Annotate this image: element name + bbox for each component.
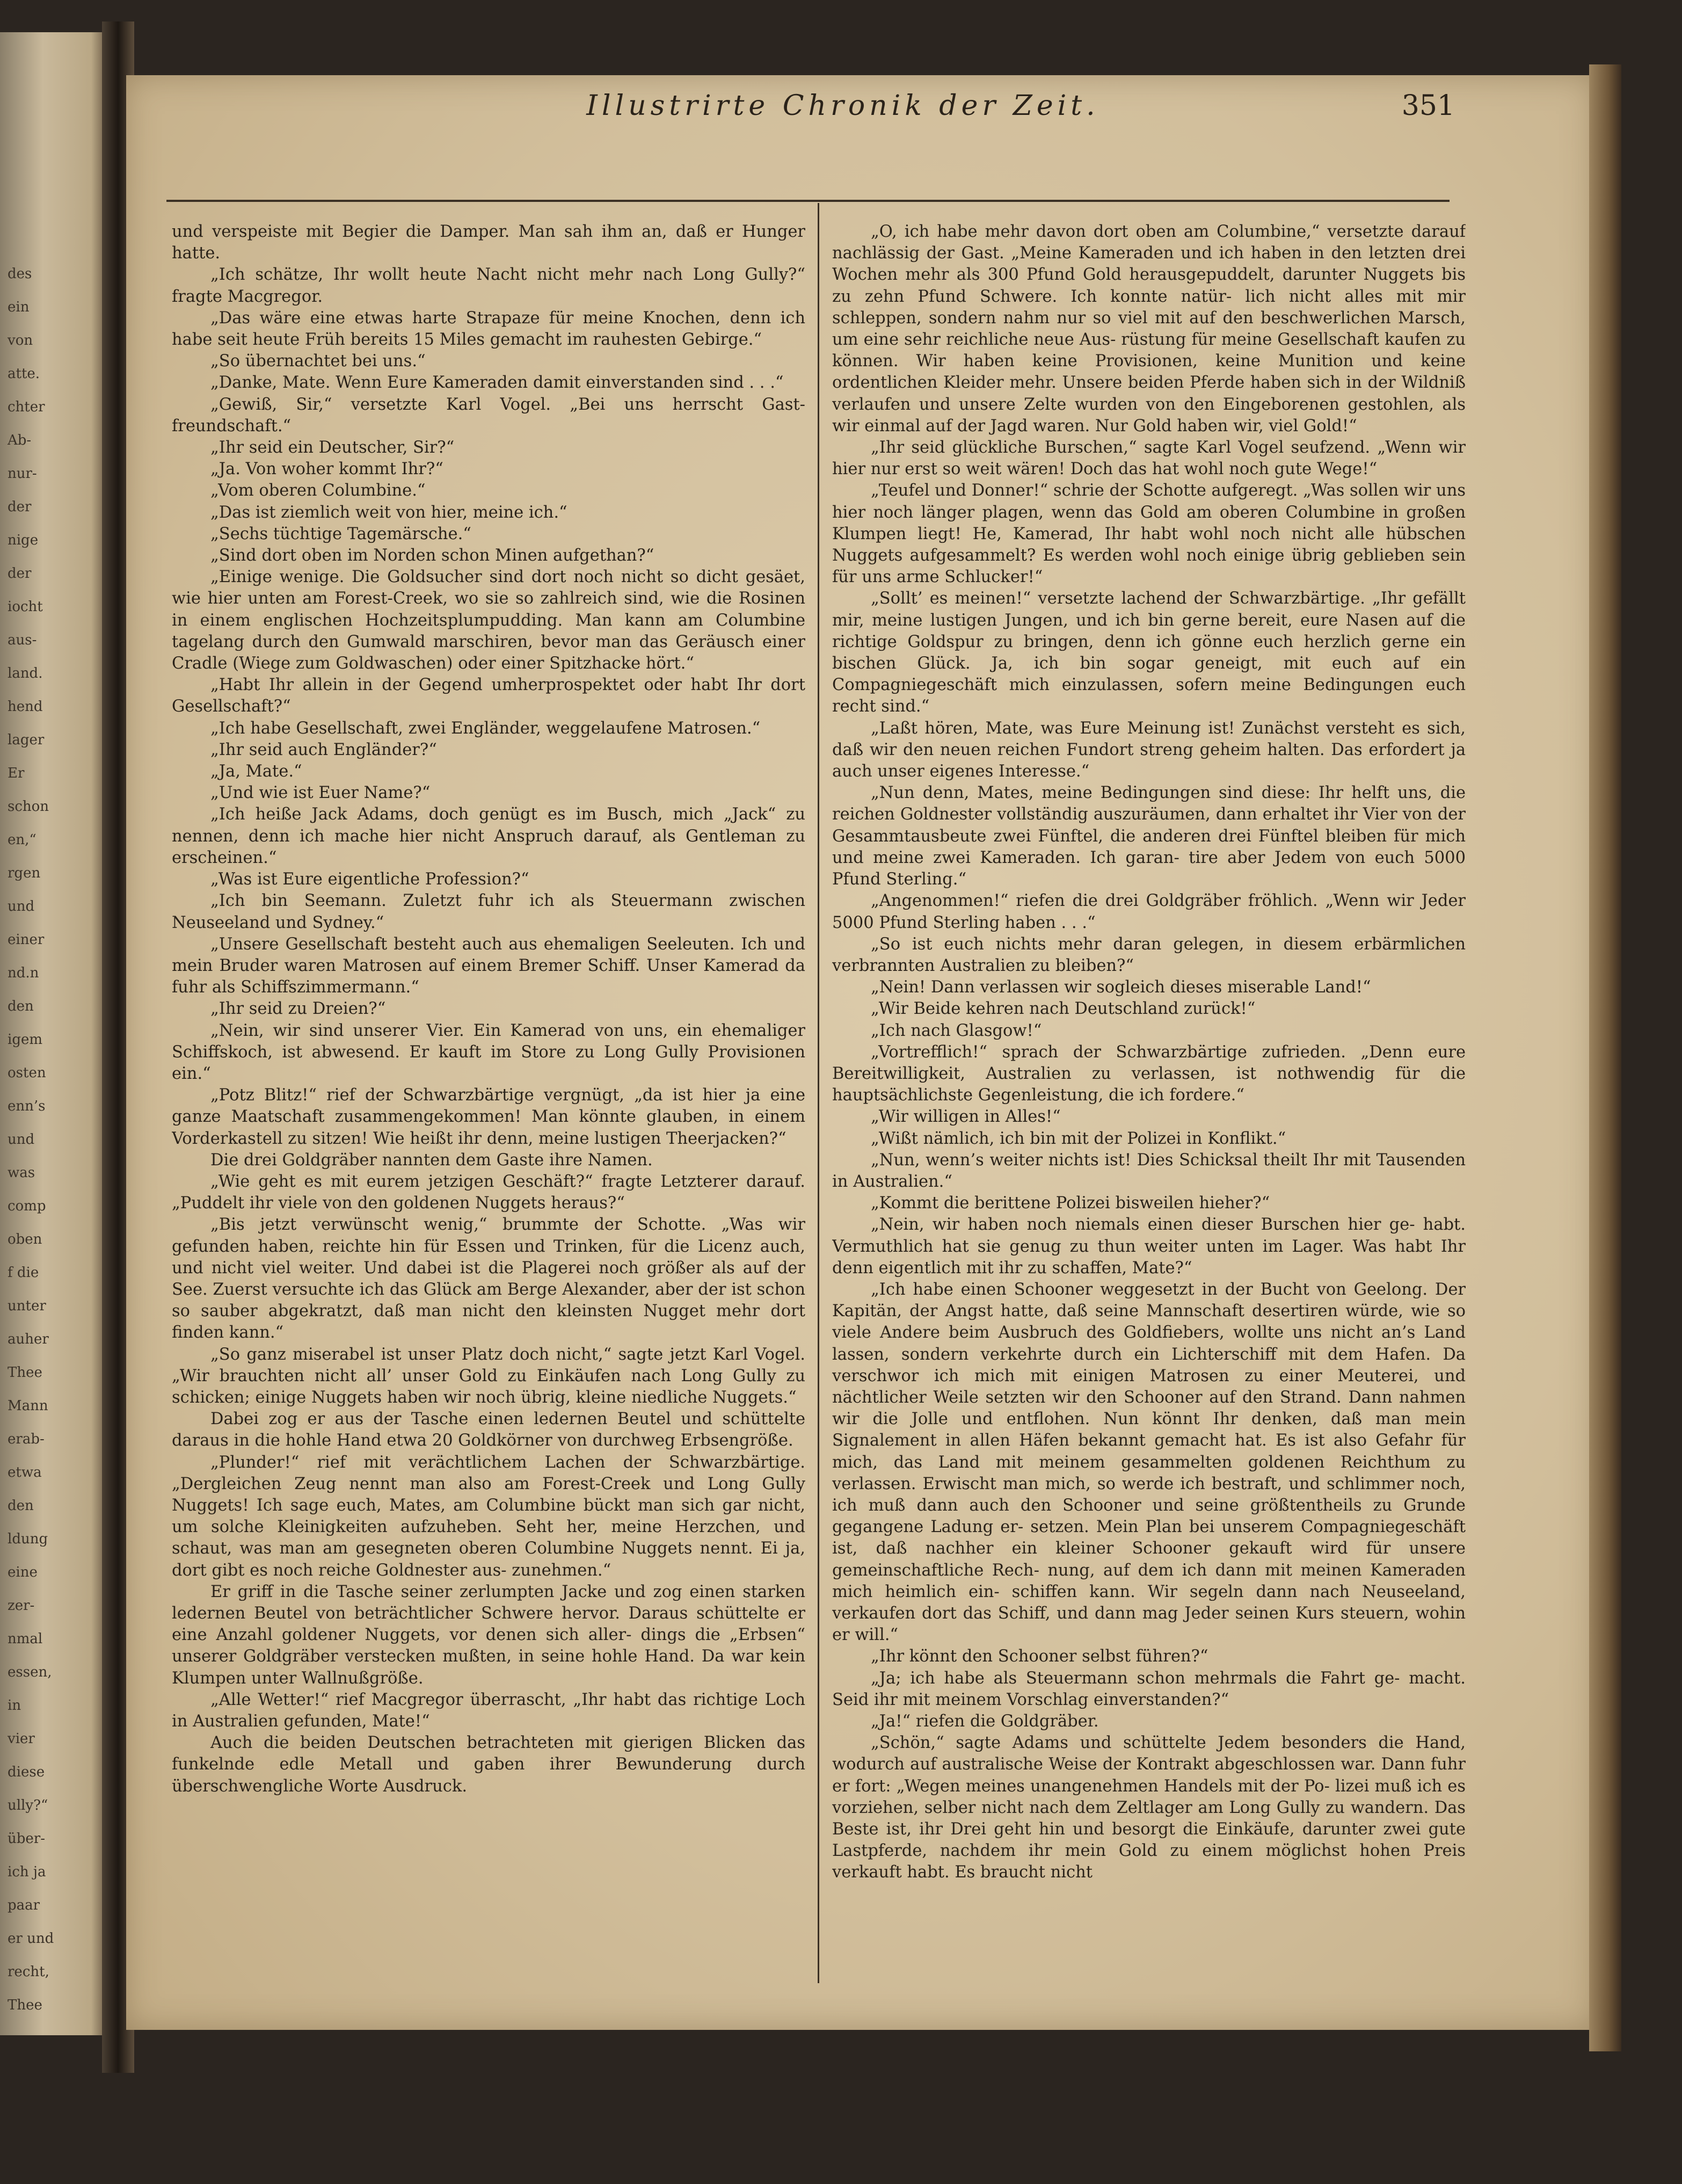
left-page-word-fragment: und — [8, 1131, 35, 1148]
paragraph: „Nein, wir sind unserer Vier. Ein Kamerad von uns, ein ehemaliger Schiffskoch, ist abwesend. Er kauft im Store zu Long Gully Provisionen ein.“ — [172, 1021, 805, 1083]
paragraph: „Schön,“ sagte Adams und schüttelte Jedem besonders die Hand, wodurch auf australische Weise der Kontrakt abgeschlossen war. Dann fuhr er fort: „Wegen meines unangenehmen Handels mit der Po- lizei muß ich es vorziehen, selber nicht nach dem Zeltlager am Long Gully zu wandern. Das Beste ist, ihr Drei geht hin und besorgt die Einkäufe, darunter zwei gute Lastpferde, nachdem ihr mein Gold zu einem möglichst hohen Preis verkauft habt. Es braucht nicht — [832, 1733, 1466, 1882]
paragraph: „Nun denn, Mates, meine Bedingungen sind diese: Ihr helft uns, die reichen Goldnester vollständig auszuräumen, dann erhaltet ihr Vier von der Gesammtausbeute zwei Fünftel, die anderen drei Fünftel bleiben für mich und meine zwei Kameraden. Ich garan- tire aber Jedem von euch 5000 Pfund Sterling.“ — [832, 783, 1466, 889]
left-page-word-fragment: einer — [8, 932, 45, 948]
page-stack-edge — [1589, 64, 1621, 2051]
left-page-word-fragment: nige — [8, 532, 39, 548]
left-page-word-fragment: etwa — [8, 1464, 42, 1481]
paragraph: „Ihr seid glückliche Burschen,“ sagte Karl Vogel seufzend. „Wenn wir hier nur erst so weit wären! Doch das hat wohl noch gute Wege!“ — [832, 438, 1466, 479]
paragraph: „Laßt hören, Mate, was Eure Meinung ist! Zunächst versteht es sich, daß wir den neuen reichen Fundort streng geheim halten. Das erfordert ja auch unser eigenes Interesse.“ — [832, 719, 1466, 781]
left-page-word-fragment: des — [8, 266, 32, 282]
paragraph: „Vortrefflich!“ sprach der Schwarzbärtige zufrieden. „Denn eure Bereitwilligkeit, Australien zu verlassen, ist nothwendig für die hauptsächlichste Gegenleistung, die ich fordere.“ — [832, 1042, 1466, 1105]
left-page-word-fragment: was — [8, 1165, 35, 1181]
paragraph: „Plunder!“ rief mit verächtlichem Lachen der Schwarzbärtige. „Dergleichen Zeug nennt man also am Forest-Creek und Long Gully Nuggets! Ich sage euch, Mates, am Columbine bückt man sich gar nicht, um solche Kleinigkeiten aufzuheben. Seht her, meine Herzchen, und schaut, was man am gesegneten oberen Columbine Nuggets nennt. Ei ja, dort gibt es noch reiche Goldnester aus- zunehmen.“ — [172, 1453, 805, 1580]
paragraph: „Das ist ziemlich weit von hier, meine ich.“ — [210, 503, 567, 522]
paragraph: „Bis jetzt verwünscht wenig,“ brummte der Schotte. „Was wir gefunden haben, reichte hin für Essen und Trinken, für die Licenz auch, und nicht viel weiter. Und dabei ist die Plagerei noch größer als auf der See. Zuerst versuchte ich das Glück am Berge Alexander, aber der ist schon so sauber abgekratzt, daß man nicht den kleinsten Nugget mehr dort finden kann.“ — [172, 1215, 805, 1343]
left-page-word-fragment: rgen — [8, 865, 41, 881]
left-page-word-fragment: ein — [8, 299, 30, 315]
text-column-right — [832, 221, 1466, 1988]
left-page-word-fragment: nmal — [8, 1631, 43, 1647]
left-page-word-fragment: ich ja — [8, 1864, 46, 1880]
paragraph: „Ich bin Seemann. Zuletzt fuhr ich als Steuermann zwischen Neuseeland und Sydney.“ — [172, 891, 805, 932]
paragraph: „Ihr seid zu Dreien?“ — [210, 999, 386, 1019]
paragraph: „Und wie ist Euer Name?“ — [210, 783, 431, 803]
paragraph: „Ihr könnt den Schooner selbst führen?“ — [871, 1647, 1208, 1666]
paragraph: Er griff in die Tasche seiner zerlumpten Jacke und zog einen starken ledernen Beutel von beträchtlicher Schwere hervor. Daraus schüttelte er eine Anzahl goldener Nuggets, vor denen sich aller- dings die „Erbsen“ unserer Goldgräber verstecken mußten, in seine hohle Hand. Da war kein Klumpen unter Wallnußgröße. — [172, 1582, 805, 1688]
left-page-word-fragment: vier — [8, 1731, 35, 1747]
paragraph: „Ihr seid ein Deutscher, Sir?“ — [210, 438, 455, 458]
paragraph: „Einige wenige. Die Goldsucher sind dort noch nicht so dicht gesäet, wie hier unten am Forest-Creek, wo sie so zahlreich sind, wie die Rosinen in einem englischen Hochzeitsplumpudding. Man kann am Columbine tagelang durch den Gumwald marschiren, bevor man das Geräusch einer Cradle (Wiege zum Goldwaschen) oder einer Spitzhacke hört.“ — [172, 568, 805, 673]
paragraph: „So übernachtet bei uns.“ — [210, 352, 426, 371]
column-divider — [818, 203, 819, 1983]
running-header: Illustrirte Chronik der Zeit. — [586, 90, 1100, 122]
paragraph: „Ich habe Gesellschaft, zwei Engländer, weggelaufene Matrosen.“ — [210, 719, 761, 738]
paragraph: „Ich nach Glasgow!“ — [871, 1021, 1042, 1040]
paragraph: Dabei zog er aus der Tasche einen ledernen Beutel und schüttelte daraus in die hohle Hand etwa 20 Goldkörner von durchweg Erbsengröße. — [172, 1410, 805, 1450]
left-page-word-fragment: land. — [8, 665, 43, 681]
left-page-word-fragment: Thee — [8, 1365, 42, 1381]
left-page-word-fragment: von — [8, 332, 33, 349]
paragraph: „Nein, wir haben noch niemals einen dieser Burschen hier ge- habt. Vermuthlich hat sie genug zu thun weiter unten im Lager. Was habt Ihr denn eigentlich mit ihr zu schaffen, Mate?“ — [832, 1215, 1466, 1278]
left-page-word-fragment: paar — [8, 1897, 40, 1913]
paragraph: „So ist euch nichts mehr daran gelegen, in diesem erbärmlichen verbrannten Australien zu bleiben?“ — [832, 934, 1466, 975]
paragraph: „Wie geht es mit eurem jetzigen Geschäft?“ fragte Letzterer darauf. „Puddelt ihr viele von den goldenen Nuggets heraus?“ — [172, 1172, 805, 1213]
paragraph: „Angenommen!“ riefen die drei Goldgräber fröhlich. „Wenn wir Jeder 5000 Pfund Sterling haben . . .“ — [832, 891, 1466, 932]
paragraph: „Ich schätze, Ihr wollt heute Nacht nicht mehr nach Long Gully?“ fragte Macgregor. — [172, 265, 805, 306]
paragraph: Die drei Goldgräber nannten dem Gaste ihre Namen. — [210, 1150, 653, 1170]
paragraph: „Potz Blitz!“ rief der Schwarzbärtige vergnügt, „da ist hier ja eine ganze Maatschaft zusammengekommen! Man könnte glauben, in einem Vorderkastell zu sitzen! Wie heißt ihr denn, meine lustigen Theerjacken?“ — [172, 1086, 805, 1148]
paragraph: „Teufel und Donner!“ schrie der Schotte aufgeregt. „Was sollen wir uns hier noch länger plagen, wenn das Gold am oberen Columbine in großen Klumpen liegt! He, Kamerad, Ihr habt wohl noch nicht alle hübschen Nuggets aufgesammelt? Es werden wohl noch einige übrig geblieben sein für uns arme Schlucker!“ — [832, 481, 1466, 587]
left-page-word-fragment: nd.n — [8, 965, 39, 981]
paragraph: „O, ich habe mehr davon dort oben am Columbine,“ versetzte darauf nachlässig der Gast. „Meine Kameraden und ich haben in den letzten drei Wochen mehr als 300 Pfund Gold herausgepuddelt, darunter Nuggets bis zu zehn Pfund Schwere. Ich konnte natür- lich nicht alles mit mir schleppen, sondern nahm nur so viel mit auf den beschwerlichen Marsch, um eine sehr reichliche neue Aus- rüstung für meine Gesellschaft kaufen zu können. Wir haben keine Provisionen, keine Munition und keine ordentlichen Kleider mehr. Unsere beiden Pferde haben sich in der Wildniß verlaufen und unsere Zelte wurden von den Eingeborenen gestohlen, als wir einmal auf der Jagd waren. Nur Gold haben wir, viel Gold!“ — [832, 222, 1466, 436]
left-page-word-fragment: f die — [8, 1265, 39, 1281]
left-page-word-fragment: Mann — [8, 1398, 48, 1414]
left-page-word-fragment: recht, — [8, 1964, 49, 1980]
paragraph: „Sechs tüchtige Tagemärsche.“ — [210, 524, 471, 543]
left-page-word-fragment: Thee — [8, 1997, 42, 2013]
left-page-word-fragment: lager — [8, 732, 45, 748]
paragraph: „Kommt die berittene Polizei bisweilen hieher?“ — [871, 1194, 1270, 1213]
left-page-word-fragment: unter — [8, 1298, 46, 1314]
paragraph: „Ihr seid auch Engländer?“ — [210, 740, 437, 759]
page-number: 351 — [1401, 90, 1455, 122]
left-page-word-fragment: und — [8, 898, 35, 915]
paragraph: „Sind dort oben im Norden schon Minen aufgethan?“ — [210, 546, 654, 565]
paragraph: „Vom oberen Columbine.“ — [210, 481, 426, 500]
left-page-word-fragment: eine — [8, 1564, 38, 1580]
paragraph: „Sollt’ es meinen!“ versetzte lachend der Schwarzbärtige. „Ihr gefällt mir, meine lustigen Jungen, und ich bin gerne bereit, eure Nasen auf die richtige Goldspur zu bringen, denn ich gönne euch herzlich gerne ein bischen Glück. Ja, ich bin sogar geneigt, mit euch auf ein Compagniegeschäft mich einzulassen, sofern meine Bedingungen euch recht sind.“ — [832, 589, 1466, 716]
left-page-word-fragment: auher — [8, 1331, 49, 1347]
left-page-word-fragment: essen, — [8, 1664, 52, 1680]
paragraph: „Wißt nämlich, ich bin mit der Polizei in Konflikt.“ — [871, 1129, 1286, 1148]
paragraph: „Danke, Mate. Wenn Eure Kameraden damit einverstanden sind . . .“ — [210, 373, 784, 393]
left-page-word-fragment: en,“ — [8, 832, 37, 848]
left-page-word-fragment: diese — [8, 1764, 45, 1780]
left-page-word-fragment: ully?“ — [8, 1797, 48, 1813]
left-page-edge — [0, 32, 107, 2035]
left-page-word-fragment: aus- — [8, 632, 37, 648]
left-page-word-fragment: ldung — [8, 1531, 48, 1547]
left-page-word-fragment: osten — [8, 1065, 46, 1081]
left-page-word-fragment: in — [8, 1697, 21, 1714]
paragraph: „Gewiß, Sir,“ versetzte Karl Vogel. „Bei uns herrscht Gast- freundschaft.“ — [172, 395, 805, 436]
left-page-word-fragment: erab- — [8, 1431, 45, 1447]
header-rule — [166, 200, 1450, 202]
paragraph: „Alle Wetter!“ rief Macgregor überrascht, „Ihr habt das richtige Loch in Australien gefunden, Mate!“ — [172, 1690, 805, 1731]
left-page-word-fragment: den — [8, 1498, 34, 1514]
left-page-word-fragment: Ab- — [8, 432, 32, 448]
paragraph: „Ja, Mate.“ — [210, 762, 302, 781]
left-page-word-fragment: hend — [8, 699, 43, 715]
text-column-left — [172, 221, 805, 1988]
paragraph: „Ja!“ riefen die Goldgräber. — [871, 1712, 1099, 1731]
left-page-word-fragment: atte. — [8, 366, 40, 382]
left-page-word-fragment: chter — [8, 399, 45, 415]
paragraph: „Nun, wenn’s weiter nichts ist! Dies Schicksal theilt Ihr mit Tausenden in Australien.“ — [832, 1150, 1466, 1191]
paragraph: und verspeiste mit Begier die Damper. Man sah ihm an, daß er Hunger hatte. — [172, 222, 805, 263]
left-page-word-fragment: zer- — [8, 1598, 35, 1614]
left-page-word-fragment: der — [8, 565, 32, 582]
paragraph: „Habt Ihr allein in der Gegend umherprospektet oder habt Ihr dort Gesellschaft?“ — [172, 676, 805, 716]
left-page-word-fragment: den — [8, 998, 34, 1014]
left-page-word-fragment: schon — [8, 799, 49, 815]
paragraph: „Ich habe einen Schooner weggesetzt in der Bucht von Geelong. Der Kapitän, der Angst hatte, daß seine Mannschaft desertiren würde, wie so viele Andere beim Ausbruch des Goldfiebers, wollte uns nicht an’s Land lassen, sondern verkehrte durch ein Lichterschiff mit dem Hafen. Da verschwor ich mich mit einigen Matrosen zu einer Meuterei, und nächtlicher Weile setzten wir den Schooner auf den Strand. Dann nahmen wir die Jolle und entflohen. Nun könnt Ihr denken, daß man mein Signalement in allen Häfen bekannt gemacht hat. Es ist also Gefahr für mich, das Land mit meinem gesammelten goldenen Reichthum zu verlassen. Erwischt man mich, so werde ich bestraft, und schlimmer noch, ich muß dann auch den Schooner und seine größtentheils zu Grunde gegangene Ladung er- setzen. Mein Plan bei unserem Compagniegeschäft ist, daß nachher ein kleiner Schooner gekauft wird für unsere gemeinschaftliche Rech- nung, auf dem ich dann mit meinen Kameraden mich heimlich ein- schiffen kann. Wir segeln dann nach Neuseeland, verkaufen dort das Schiff, und dann mag Jeder seinen Kurs steuern, wohin er will.“ — [832, 1280, 1466, 1645]
paragraph: „Unsere Gesellschaft besteht auch aus ehemaligen Seeleuten. Ich und mein Bruder waren Matrosen auf einem Bremer Schiff. Unser Kamerad da fuhr als Schiffszimmermann.“ — [172, 934, 805, 997]
left-page-word-fragment: über- — [8, 1831, 45, 1847]
left-page-word-fragment: er und — [8, 1931, 54, 1947]
left-page-word-fragment: comp — [8, 1198, 46, 1214]
left-page-word-fragment: Er — [8, 765, 25, 781]
paragraph: „Ich heiße Jack Adams, doch genügt es im Busch, mich „Jack“ zu nennen, denn ich mache hier nicht Anspruch darauf, als Gentleman zu erscheinen.“ — [172, 805, 805, 867]
left-page-word-fragment: igem — [8, 1032, 42, 1048]
paragraph: „Ja; ich habe als Steuermann schon mehrmals die Fahrt ge- macht. Seid ihr mit meinem Vorschlag einverstanden?“ — [832, 1668, 1466, 1709]
paragraph: „Wir Beide kehren nach Deutschland zurück!“ — [871, 999, 1256, 1019]
left-page-word-fragment: oben — [8, 1231, 42, 1247]
paragraph: Auch die beiden Deutschen betrachteten mit gierigen Blicken das funkelnde edle Metall und gaben ihrer Bewunderung durch überschwengliche Worte Ausdruck. — [172, 1733, 805, 1796]
paragraph: „Ja. Von woher kommt Ihr?“ — [210, 460, 443, 479]
left-page-word-fragment: der — [8, 499, 32, 515]
paragraph: „Wir willigen in Alles!“ — [871, 1107, 1061, 1127]
left-page-word-fragment: iocht — [8, 599, 43, 615]
left-page-word-fragment: enn’s — [8, 1098, 46, 1114]
paragraph: „Nein! Dann verlassen wir sogleich dieses miserable Land!“ — [871, 978, 1371, 997]
paragraph: „Was ist Eure eigentliche Profession?“ — [210, 870, 529, 889]
paragraph: „So ganz miserabel ist unser Platz doch nicht,“ sagte jetzt Karl Vogel. „Wir brauchten nicht all’ unser Gold zu Einkäufen nach Long Gully zu schicken; einige Nuggets haben wir noch übrig, kleine niedliche Nuggets.“ — [172, 1345, 805, 1407]
paragraph: „Das wäre eine etwas harte Strapaze für meine Knochen, denn ich habe seit heute Früh bereits 15 Miles gemacht im rauhesten Gebirge.“ — [172, 308, 805, 350]
left-page-word-fragment: nur- — [8, 466, 37, 482]
